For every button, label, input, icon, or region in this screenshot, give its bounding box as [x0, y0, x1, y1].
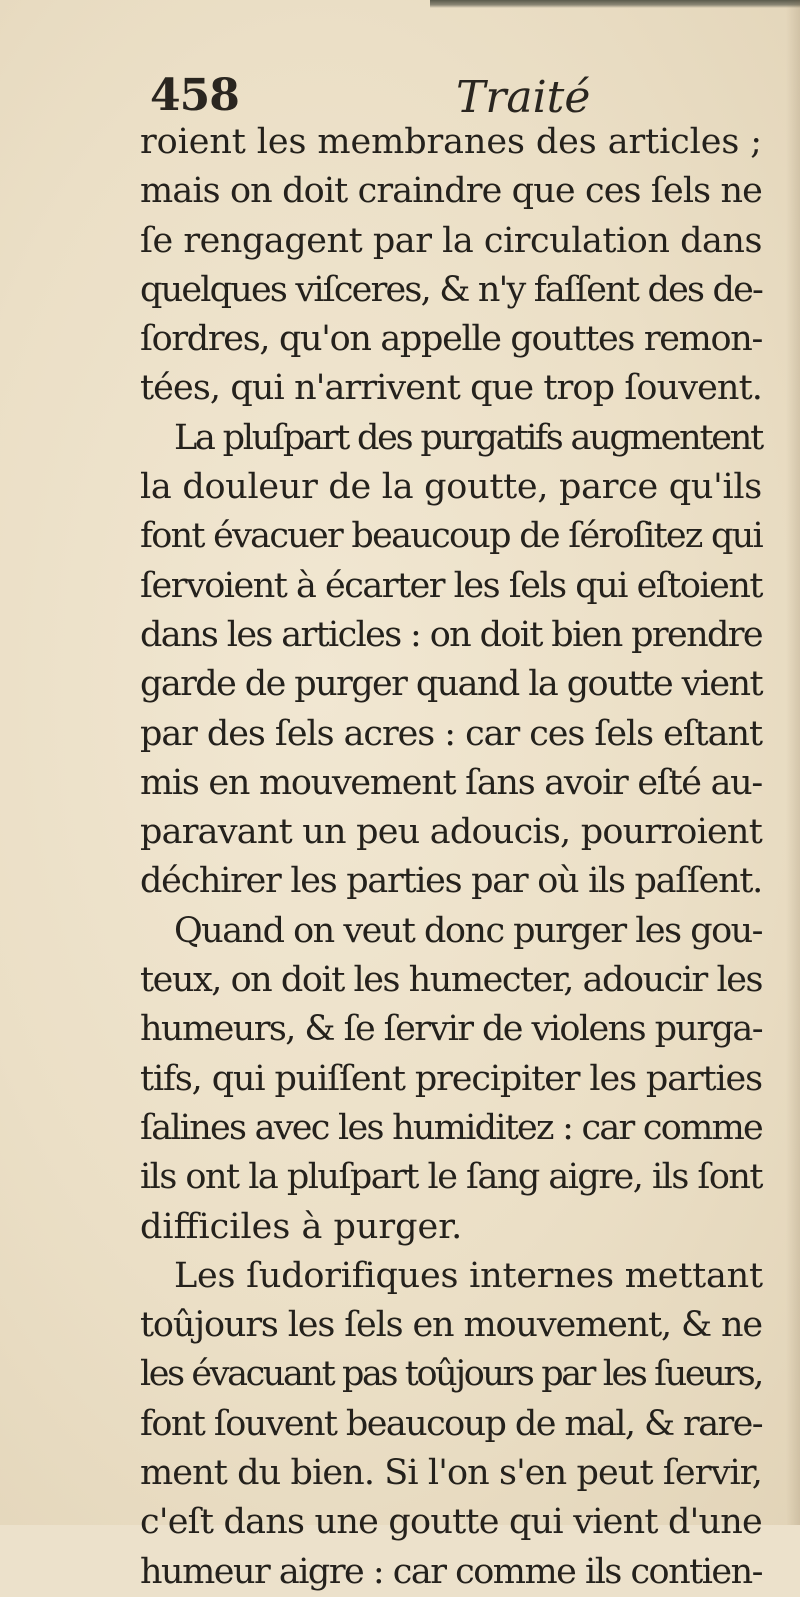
text-line: ſordres, qu'on appelle gouttes remon-	[140, 319, 762, 360]
text-line: ment du bien. Si l'on s'en peut ſervir,	[140, 1453, 762, 1494]
text-line: tifs, qui puiſſent precipiter les parties	[140, 1058, 762, 1099]
text-line: par des ſels acres : car ces ſels eſtant	[140, 713, 762, 754]
running-head: Traité	[456, 72, 591, 123]
text-line: toûjours les ſels en mouvement, & ne	[140, 1305, 762, 1346]
text-line: ſalines avec les humiditez : car comme	[140, 1107, 762, 1148]
text-line: teux, on doit les humecter, adoucir les	[140, 960, 762, 1001]
text-line: les évacuant pas toûjours par les ſueurs,	[140, 1354, 762, 1395]
text-line: roient les membranes des articles ;	[140, 122, 762, 162]
text-line: Les ſudorifiques internes mettant	[174, 1255, 763, 1296]
text-line: mis en mouvement ſans avoir eſté au-	[140, 762, 762, 803]
text-line: humeurs, & ſe ſervir de violens purga-	[140, 1009, 762, 1050]
text-line: La pluſpart des purgatifs augmentent	[174, 417, 762, 458]
text-line: mais on doit craindre que ces ſels ne	[140, 171, 762, 212]
text-line: la douleur de la goutte, parce qu'ils	[140, 467, 762, 508]
text-line: Quand on veut donc purger les gou-	[174, 910, 762, 951]
text-line: garde de purger quand la goutte vient	[140, 664, 762, 705]
text-line: c'eſt dans une goutte qui vient d'une	[140, 1502, 762, 1543]
text-line: dans les articles : on doit bien prendre	[140, 614, 762, 655]
page-top-edge-shadow	[430, 0, 800, 8]
text-line: déchirer les parties par où ils paſſent.	[140, 861, 762, 902]
text-line: font évacuer beaucoup de ſéroſitez qui	[140, 516, 762, 557]
text-line: ſe rengagent par la circulation dans	[140, 220, 762, 261]
page-gutter-shadow	[786, 0, 800, 1525]
text-line: tées, qui n'arrivent que trop ſouvent.	[140, 368, 762, 409]
text-line: quelques viſceres, & n'y faſſent des de-	[140, 269, 762, 310]
page-number: 458	[150, 70, 239, 121]
body-text	[140, 118, 762, 1597]
text-line: ſervoient à écarter les ſels qui eſtoient	[140, 565, 762, 606]
text-line: humeur aigre : car comme ils contien-	[140, 1551, 763, 1592]
text-line: ils ont la pluſpart le ſang aigre, ils ſont	[140, 1157, 762, 1198]
text-line: paravant un peu adoucis, pourroient	[140, 812, 762, 853]
text-line: font ſouvent beaucoup de mal, & rare-	[140, 1403, 762, 1444]
text-line: difficiles à purger.	[140, 1206, 463, 1247]
